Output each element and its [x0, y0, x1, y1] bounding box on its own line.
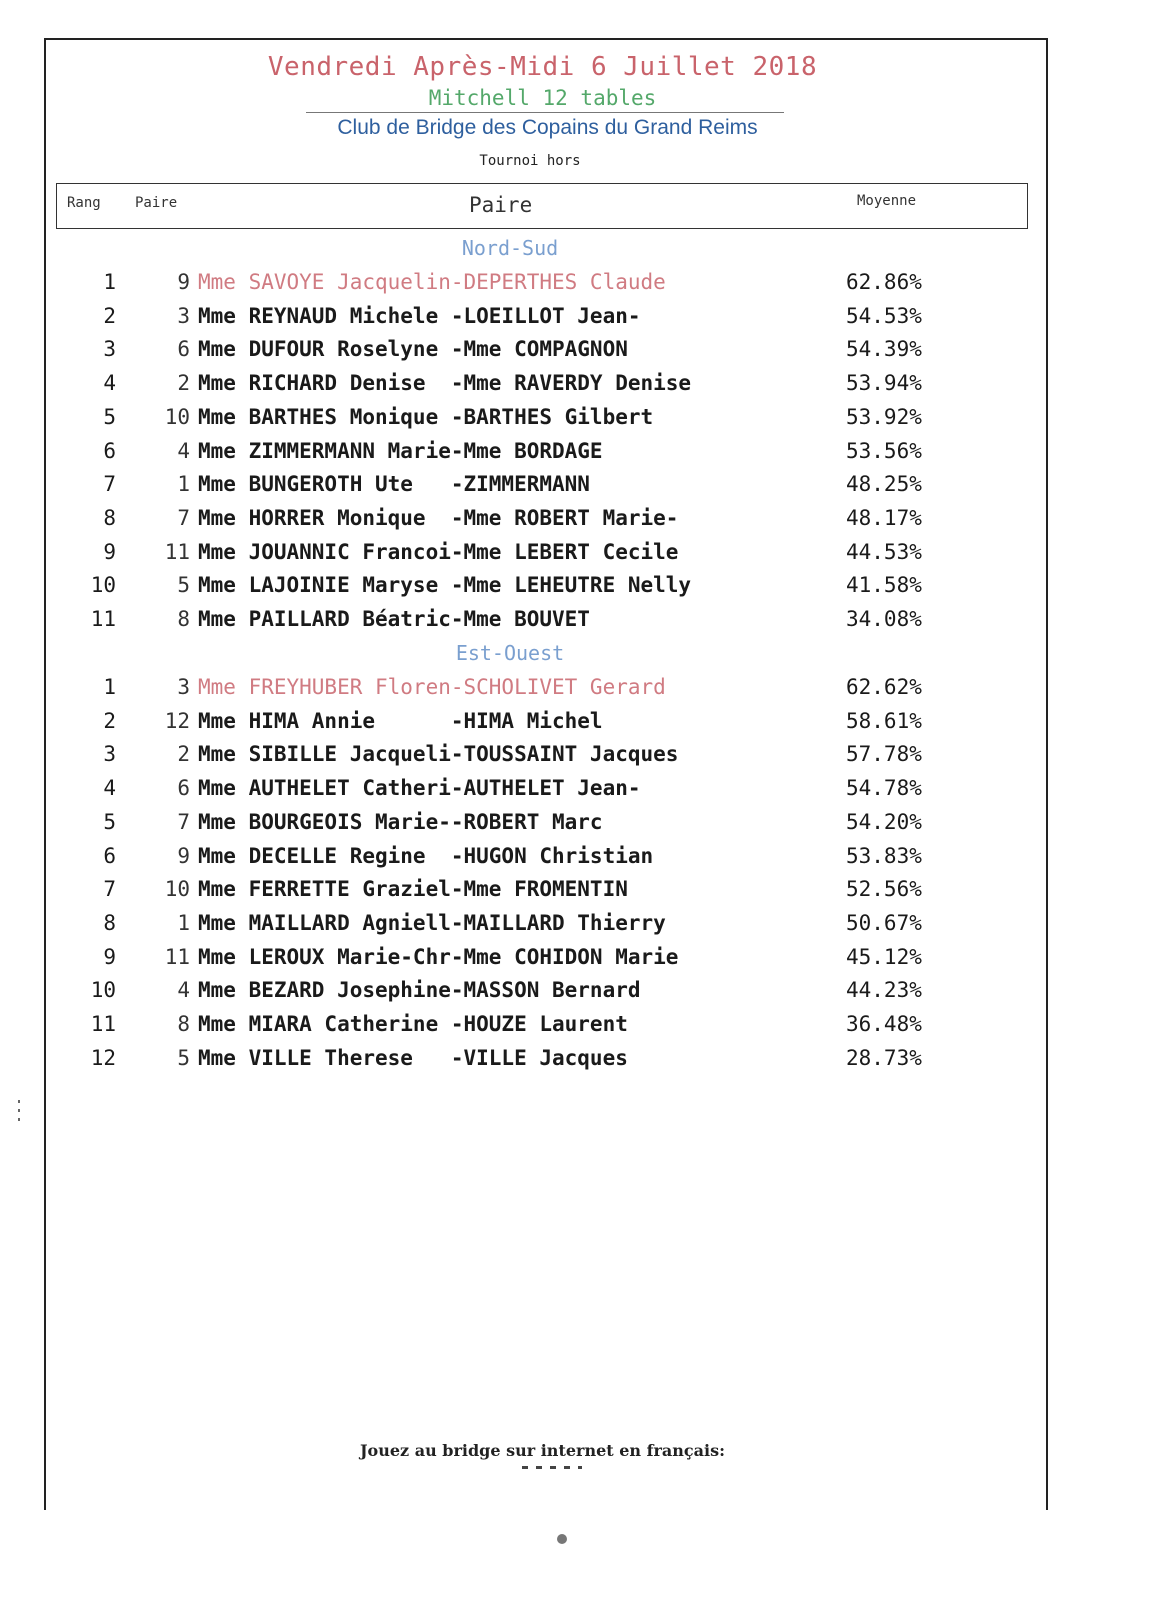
pair-names-cell: Mme MAILLARD Agniell-MAILLARD Thierry — [198, 910, 666, 935]
pair-number-cell: 4 — [177, 978, 190, 1003]
section-title: Est-Ouest — [455, 641, 565, 665]
result-row — [0, 304, 1100, 338]
average-cell: 44.53% — [846, 539, 922, 564]
result-row — [0, 439, 1100, 473]
pair-names-cell: Mme HORRER Monique -Mme ROBERT Marie- — [198, 505, 679, 530]
pair-names-cell: Mme AUTHELET Catheri-AUTHELET Jean- — [198, 776, 641, 801]
average-cell: 54.78% — [846, 776, 922, 801]
result-row — [0, 506, 1100, 540]
average-cell: 48.17% — [846, 505, 922, 530]
rank-cell: 7 — [103, 877, 116, 902]
result-row — [0, 1012, 1100, 1046]
section-title: Nord-Sud — [461, 236, 559, 260]
pair-number-cell: 4 — [177, 438, 190, 463]
average-cell: 45.12% — [846, 944, 922, 969]
result-row — [0, 911, 1100, 945]
pair-names-cell: Mme MIARA Catherine -HOUZE Laurent — [198, 1012, 628, 1036]
rank-cell: 10 — [90, 573, 116, 598]
rank-cell: 3 — [103, 742, 116, 767]
rank-cell: 8 — [103, 910, 116, 935]
pair-number-cell: 2 — [177, 371, 190, 396]
pair-number-cell: 11 — [164, 539, 190, 564]
pair-number-cell: 6 — [177, 776, 190, 801]
average-cell: 41.58% — [846, 573, 922, 598]
pair-names-cell: Mme DECELLE Regine -HUGON Christian — [198, 843, 654, 868]
rank-cell: 6 — [103, 843, 116, 868]
pair-names-cell: Mme SAVOYE Jacquelin-DEPERTHES Claude — [198, 270, 666, 294]
rank-cell: 6 — [103, 438, 116, 463]
average-cell: 53.83% — [846, 843, 922, 868]
result-row — [0, 405, 1100, 439]
result-row — [0, 978, 1100, 1012]
average-cell: 53.56% — [846, 438, 922, 463]
rank-cell: 4 — [103, 776, 116, 801]
result-row — [0, 776, 1100, 810]
pair-names-cell: Mme DUFOUR Roselyne -Mme COMPAGNON — [198, 337, 628, 362]
pair-names-cell: Mme FREYHUBER Floren-SCHOLIVET Gerard — [198, 675, 666, 699]
pair-number-cell: 5 — [177, 573, 190, 598]
pair-number-cell: 11 — [164, 944, 190, 969]
pair-number-cell: 3 — [177, 675, 190, 699]
rank-cell: 2 — [103, 708, 116, 733]
column-header-paire: Paire — [135, 195, 178, 211]
page-title: Vendredi Après-Midi 6 Juillet 2018 — [267, 52, 818, 82]
result-row — [0, 945, 1100, 979]
pair-names-cell: Mme BOURGEOIS Marie--ROBERT Marc — [198, 809, 603, 834]
club-name: Club de Bridge des Copains du Grand Reims — [337, 116, 758, 139]
average-cell: 36.48% — [846, 1012, 922, 1036]
pair-names-cell: Mme HIMA Annie -HIMA Michel — [198, 708, 603, 733]
result-row — [0, 1046, 1100, 1080]
result-row — [0, 675, 1100, 709]
rank-cell: 1 — [103, 675, 116, 699]
average-cell: 62.86% — [846, 270, 922, 294]
page-subtitle: Mitchell 12 tables — [428, 86, 657, 110]
average-cell: 34.08% — [846, 607, 922, 631]
average-cell: 54.53% — [846, 303, 922, 328]
pair-names-cell: Mme BEZARD Josephine-MASSON Bernard — [198, 978, 641, 1003]
pair-number-cell: 10 — [164, 404, 190, 429]
pair-number-cell: 12 — [164, 708, 190, 733]
rank-cell: 11 — [90, 607, 116, 631]
result-row — [0, 844, 1100, 878]
pair-number-cell: 3 — [177, 303, 190, 328]
pair-number-cell: 2 — [177, 742, 190, 767]
pair-names-cell: Mme LEROUX Marie-Chr-Mme COHIDON Marie — [198, 944, 679, 969]
scan-specks — [18, 1100, 22, 1130]
rank-cell: 4 — [103, 371, 116, 396]
pair-names-cell: Mme BUNGEROTH Ute -ZIMMERMANN — [198, 472, 590, 497]
pair-number-cell: 1 — [177, 910, 190, 935]
result-row — [0, 709, 1100, 743]
result-row — [0, 270, 1100, 304]
footer-cutoff-text — [522, 1466, 582, 1469]
average-cell: 52.56% — [846, 877, 922, 902]
average-cell: 48.25% — [846, 472, 922, 497]
average-cell: 44.23% — [846, 978, 922, 1003]
rank-cell: 10 — [90, 978, 116, 1003]
pair-number-cell: 6 — [177, 337, 190, 362]
result-row — [0, 540, 1100, 574]
pair-names-cell: Mme JOUANNIC Francoi-Mme LEBERT Cecile — [198, 539, 679, 564]
pair-names-cell: Mme BARTHES Monique -BARTHES Gilbert — [198, 404, 654, 429]
rank-cell: 3 — [103, 337, 116, 362]
pair-number-cell: 5 — [177, 1045, 190, 1070]
rank-cell: 2 — [103, 303, 116, 328]
result-row — [0, 877, 1100, 911]
pair-number-cell: 8 — [177, 1012, 190, 1036]
result-row — [0, 607, 1100, 641]
average-cell: 54.39% — [846, 337, 922, 362]
rank-cell: 8 — [103, 505, 116, 530]
rank-cell: 5 — [103, 404, 116, 429]
pair-names-cell: Mme VILLE Therese -VILLE Jacques — [198, 1045, 628, 1070]
table-header — [56, 183, 1028, 229]
page-indicator-dot — [557, 1534, 567, 1544]
rank-cell: 5 — [103, 809, 116, 834]
rank-cell: 1 — [103, 270, 116, 294]
result-row — [0, 472, 1100, 506]
result-row — [0, 742, 1100, 776]
column-header-moyenne: Moyenne — [857, 193, 917, 209]
average-cell: 58.61% — [846, 708, 922, 733]
title-divider — [306, 112, 784, 113]
footer-text: Jouez au bridge sur internet en français: — [359, 1441, 726, 1460]
result-row — [0, 573, 1100, 607]
rank-cell: 7 — [103, 472, 116, 497]
pair-number-cell: 1 — [177, 472, 190, 497]
rank-cell: 11 — [90, 1012, 116, 1036]
pair-number-cell: 7 — [177, 809, 190, 834]
result-row — [0, 337, 1100, 371]
pair-names-cell: Mme REYNAUD Michele -LOEILLOT Jean- — [198, 303, 641, 328]
pair-number-cell: 10 — [164, 877, 190, 902]
pair-names-cell: Mme RICHARD Denise -Mme RAVERDY Denise — [198, 371, 692, 396]
pair-names-cell: Mme PAILLARD Béatric-Mme BOUVET — [198, 607, 590, 631]
rank-cell: 12 — [90, 1045, 116, 1070]
column-header-rang: Rang — [67, 195, 101, 211]
result-row — [0, 810, 1100, 844]
pair-names-cell: Mme SIBILLE Jacqueli-TOUSSAINT Jacques — [198, 742, 679, 767]
average-cell: 53.92% — [846, 404, 922, 429]
average-cell: 62.62% — [846, 675, 922, 699]
tournament-label: Tournoi hors — [479, 153, 581, 169]
pair-number-cell: 9 — [177, 843, 190, 868]
pair-names-cell: Mme FERRETTE Graziel-Mme FROMENTIN — [198, 877, 628, 902]
result-row — [0, 371, 1100, 405]
average-cell: 53.94% — [846, 371, 922, 396]
average-cell: 28.73% — [846, 1045, 922, 1070]
rank-cell: 9 — [103, 539, 116, 564]
average-cell: 57.78% — [846, 742, 922, 767]
average-cell: 50.67% — [846, 910, 922, 935]
pair-names-cell: Mme LAJOINIE Maryse -Mme LEHEUTRE Nelly — [198, 573, 692, 598]
rank-cell: 9 — [103, 944, 116, 969]
pair-number-cell: 8 — [177, 607, 190, 631]
pair-number-cell: 7 — [177, 505, 190, 530]
average-cell: 54.20% — [846, 809, 922, 834]
pair-number-cell: 9 — [177, 270, 190, 294]
pair-names-cell: Mme ZIMMERMANN Marie-Mme BORDAGE — [198, 438, 603, 463]
column-header-paire-names: Paire — [469, 193, 533, 217]
